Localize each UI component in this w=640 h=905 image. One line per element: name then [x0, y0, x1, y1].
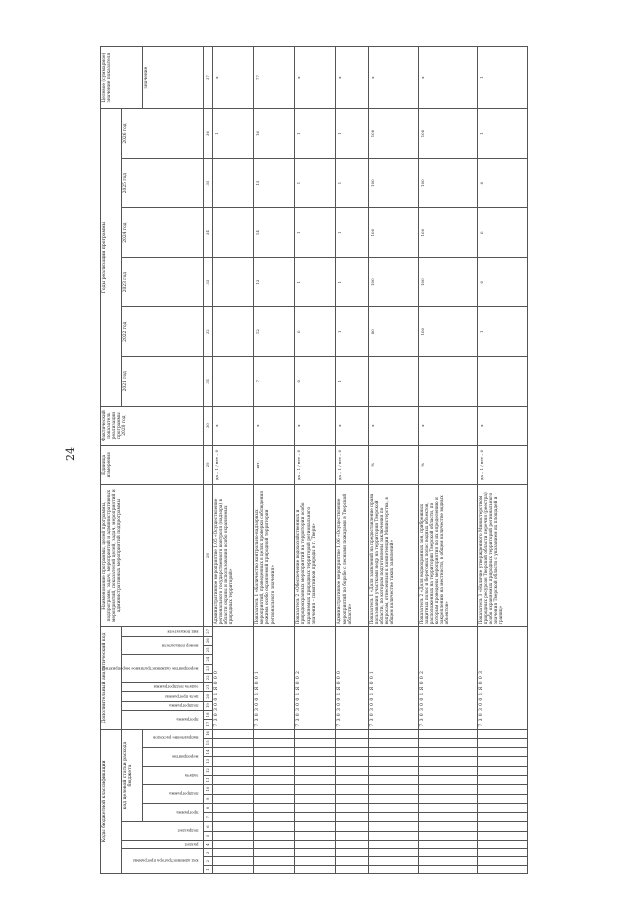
year-value-cell: 1: [336, 109, 368, 159]
budget-code-cell: [254, 831, 295, 840]
row-name-cell: Показатель 2 «Доля водоохранных зон, прибрежных защитных полос и береговых полос водных объектов, расположенных на территории Тверской области, по которым проведены мероприятия по их определению и закреплению на местности, в общем количестве водных объектов»: [418, 484, 477, 626]
target-value-cell: 77: [254, 47, 295, 109]
column-number: 9: [204, 794, 213, 803]
budget-code-cell: [295, 738, 336, 747]
year-2021-header: 2021 год: [122, 356, 204, 406]
budget-code-cell: [295, 748, 336, 757]
program-indicators-table: [100, 46, 528, 874]
year-value-cell: 100: [368, 109, 418, 159]
extra-program-header: программа: [122, 711, 204, 730]
year-value-cell: 1: [295, 208, 336, 258]
budget-code-cell: [254, 857, 295, 865]
column-number: 11: [204, 776, 213, 785]
budget-code-cell: [477, 776, 527, 785]
table-row: [477, 47, 527, 874]
year-value-cell: [213, 158, 254, 208]
extra-indicator-number-header: номер показателя: [122, 636, 204, 655]
year-value-cell: 1: [336, 307, 368, 357]
budget-code-cell: [254, 738, 295, 747]
budget-code-cell: [213, 785, 254, 794]
budget-code-cell: [295, 785, 336, 794]
budget-code-cell: [477, 729, 527, 738]
column-number: 24: [204, 655, 213, 664]
analytic-code-cell: 7 3 0 3 0 0 1 Я 0 0 2: [295, 627, 336, 729]
budget-code-cell: [336, 757, 368, 766]
budget-code-cell: [368, 738, 418, 747]
budget-code-cell: [418, 841, 477, 849]
row-name-cell: Показатель 1 «Количество контрольно-надзорных мероприятий, проведенных в целях проверки соблюдения режима особо охраняемой природной территории регионального значения»: [254, 484, 295, 626]
budget-code-cell: [368, 813, 418, 822]
budget-code-cell: [213, 831, 254, 840]
budget-code-cell: [336, 766, 368, 775]
year-value-cell: 100: [418, 208, 477, 258]
year-value-cell: 1: [477, 109, 527, 159]
subsection-header: подраздел: [122, 822, 204, 841]
year-value-cell: 1: [213, 109, 254, 159]
year-value-cell: 1: [295, 109, 336, 159]
csr-event-header: мероприятие: [143, 748, 204, 767]
row-name-cell: Показатель 3 «Наличие утвержденного Министерством природных ресурсов Тверской области перечня (реестра) особо охраняемых природных территорий регионального значения Тверской области с указанием их площадей и границ»: [477, 484, 527, 626]
unit-column-header: Единица измерения: [101, 445, 204, 484]
year-value-cell: [418, 356, 477, 406]
unit-cell: шт.: [254, 445, 295, 484]
table-row: [336, 47, 368, 874]
target-value-header: значение: [143, 47, 204, 109]
budget-code-cell: [254, 841, 295, 849]
unit-cell: да – 1 / нет – 0: [336, 445, 368, 484]
actual-cell: х: [213, 406, 254, 445]
budget-code-cell: [368, 841, 418, 849]
budget-code-cell: [336, 841, 368, 849]
budget-code-cell: [295, 831, 336, 840]
budget-code-cell: [295, 766, 336, 775]
budget-code-cell: [295, 865, 336, 873]
budget-code-cell: [336, 785, 368, 794]
column-number: 34: [204, 208, 213, 258]
budget-code-cell: [477, 813, 527, 822]
budget-code-cell: [254, 803, 295, 812]
budget-code-cell: [295, 822, 336, 831]
budget-code-cell: [336, 803, 368, 812]
extra-task-header: задача подпрограммы: [122, 683, 204, 692]
year-value-cell: 12: [254, 307, 295, 357]
budget-code-cell: [418, 776, 477, 785]
year-value-cell: 0: [477, 257, 527, 307]
budget-code-cell: [477, 831, 527, 840]
budget-code-cell: [295, 841, 336, 849]
years-group-header: Годы реализации программы: [101, 109, 122, 406]
actual-cell: х: [336, 406, 368, 445]
budget-code-cell: [368, 776, 418, 785]
column-number: 3: [204, 849, 213, 857]
year-value-cell: 16: [254, 109, 295, 159]
row-name-cell: Административное мероприятие 1.05 «Осуществление регионального государственного контроля (надзора) в области охраны и использования особо охраняемых природных территорий»: [213, 484, 254, 626]
actual-cell: х: [368, 406, 418, 445]
budget-code-cell: [368, 729, 418, 738]
unit-cell: да – 1 / нет – 0: [477, 445, 527, 484]
budget-code-cell: [295, 803, 336, 812]
table-row: [295, 47, 336, 874]
year-value-cell: 100: [418, 257, 477, 307]
name-column-header: Наименование программы, целей программы, подпрограмм, задач, мероприятий и административных мероприятий, показателей целей, задач, мероприятий и административных мероприятий подпрограммы: [101, 484, 204, 626]
budget-code-cell: [418, 766, 477, 775]
budget-code-cell: [368, 794, 418, 803]
year-value-cell: 1: [477, 307, 527, 357]
budget-code-cell: [254, 776, 295, 785]
column-number: 31: [204, 356, 213, 406]
year-value-cell: 1: [336, 158, 368, 208]
budget-code-cell: [477, 738, 527, 747]
budget-code-cell: [368, 803, 418, 812]
column-number: 17: [204, 720, 213, 729]
target-value-cell: х: [213, 47, 254, 109]
budget-code-cell: [368, 757, 418, 766]
table-body: [213, 47, 528, 874]
year-value-cell: [213, 307, 254, 357]
target-value-cell: 1: [477, 47, 527, 109]
year-value-cell: 1: [295, 158, 336, 208]
page-number: 24: [64, 447, 77, 461]
budget-code-cell: [368, 766, 418, 775]
budget-code-cell: [336, 776, 368, 785]
budget-code-cell: [213, 729, 254, 738]
column-number: 13: [204, 757, 213, 766]
year-value-cell: 14: [254, 208, 295, 258]
year-value-cell: 100: [418, 158, 477, 208]
budget-code-cell: [418, 794, 477, 803]
table-row: [368, 47, 418, 874]
budget-code-cell: [336, 831, 368, 840]
year-2022-header: 2022 год: [122, 307, 204, 357]
budget-code-cell: [418, 813, 477, 822]
column-number: 2: [204, 857, 213, 865]
year-2026-header: 2026 год: [122, 109, 204, 159]
budget-code-cell: [368, 785, 418, 794]
budget-code-cell: [295, 794, 336, 803]
year-2025-header: 2025 год: [122, 158, 204, 208]
year-value-cell: 100: [368, 208, 418, 258]
budget-code-cell: [477, 822, 527, 831]
year-value-cell: 80: [368, 307, 418, 357]
budget-code-cell: [213, 776, 254, 785]
analytic-code-cell: 7 3 0 3 0 0 1 Я 0 0 0: [213, 627, 254, 729]
column-numbers-row: [204, 47, 213, 874]
year-value-cell: 1: [336, 257, 368, 307]
budget-code-cell: [213, 841, 254, 849]
target-group-header: Целевое (суммарное) значение показателя: [101, 47, 143, 109]
column-number: 7: [204, 813, 213, 822]
budget-code-cell: [213, 865, 254, 873]
budget-code-cell: [295, 813, 336, 822]
year-value-cell: [213, 356, 254, 406]
budget-code-cell: [213, 849, 254, 857]
budget-code-cell: [418, 757, 477, 766]
budget-code-cell: [295, 849, 336, 857]
csr-program-header: программа: [143, 803, 204, 822]
target-value-cell: х: [295, 47, 336, 109]
column-number: 37: [204, 47, 213, 109]
unit-cell: %: [368, 445, 418, 484]
budget-code-cell: [477, 794, 527, 803]
budget-code-cell: [477, 766, 527, 775]
extra-goal-header: цель программы: [122, 692, 204, 701]
column-number: 15: [204, 738, 213, 747]
column-number: 18: [204, 711, 213, 720]
budget-code-cell: [213, 813, 254, 822]
column-number: 8: [204, 803, 213, 812]
section-header: раздел: [122, 841, 204, 849]
table-row: [418, 47, 477, 874]
budget-code-cell: [254, 813, 295, 822]
budget-code-cell: [254, 822, 295, 831]
row-name-cell: Показатель 1 «Доля заявлений на предоставление права пользования участками недр на территории Тверской области, по которым подготовлены заключения по вопросам, отнесенным к компетенции Министерства, в общем количестве таких заявлений»: [368, 484, 418, 626]
column-number: 5: [204, 831, 213, 840]
budget-code-cell: [477, 803, 527, 812]
budget-code-cell: [213, 857, 254, 865]
year-2024-header: 2024 год: [122, 208, 204, 258]
program-table-sheet: [100, 46, 528, 874]
year-value-cell: [368, 356, 418, 406]
unit-cell: да – 1 / нет – 0: [213, 445, 254, 484]
year-value-cell: [477, 356, 527, 406]
budget-code-cell: [254, 729, 295, 738]
budget-code-cell: [254, 865, 295, 873]
budget-code-cell: [477, 757, 527, 766]
budget-code-cell: [213, 803, 254, 812]
target-value-cell: х: [418, 47, 477, 109]
budget-code-cell: [336, 822, 368, 831]
budget-code-cell: [213, 748, 254, 757]
budget-code-cell: [254, 757, 295, 766]
budget-code-cell: [254, 748, 295, 757]
column-number: 16: [204, 729, 213, 738]
budget-code-cell: [295, 857, 336, 865]
analytic-code-cell: 7 3 0 3 0 0 1 Я 0 0 1: [368, 627, 418, 729]
actual-cell: х: [254, 406, 295, 445]
column-number: 22: [204, 673, 213, 682]
csr-group-header: код целевой статьи расхода бюджета: [122, 729, 143, 822]
budget-code-cell: [477, 748, 527, 757]
budget-code-cell: [213, 757, 254, 766]
budget-code-cell: [336, 748, 368, 757]
actual-column-header: Фактический показатель реализации программы 2020 год: [101, 406, 204, 445]
row-name-cell: Показатель 2 «Обеспечение водохозяйственных и природоохранных мероприятий на территории особо охраняемых природных территорий регионального значения – памятников природы в г. Твери»: [295, 484, 336, 626]
year-value-cell: [213, 257, 254, 307]
column-number: 14: [204, 748, 213, 757]
budget-code-cell: [336, 865, 368, 873]
column-number: 35: [204, 158, 213, 208]
extra-indicator-type-header: вид показателя: [122, 627, 204, 636]
budget-code-cell: [418, 822, 477, 831]
year-value-cell: 100: [368, 158, 418, 208]
budget-code-cell: [336, 738, 368, 747]
csr-task-header: задача: [143, 766, 204, 785]
year-value-cell: 0: [295, 356, 336, 406]
budget-code-cell: [254, 766, 295, 775]
budget-code-cell: [368, 822, 418, 831]
column-number: 21: [204, 683, 213, 692]
budget-code-cell: [336, 857, 368, 865]
year-value-cell: 100: [418, 109, 477, 159]
budget-code-cell: [254, 849, 295, 857]
analytic-code-cell: 7 3 0 3 0 0 1 Я 0 0 0: [336, 627, 368, 729]
year-value-cell: 1: [336, 208, 368, 258]
year-value-cell: 100: [418, 307, 477, 357]
column-number: 29: [204, 445, 213, 484]
column-number: 1: [204, 865, 213, 873]
unit-cell: да – 1 / нет – 0: [295, 445, 336, 484]
budget-code-cell: [368, 865, 418, 873]
year-value-cell: 0: [477, 158, 527, 208]
unit-cell: %: [418, 445, 477, 484]
budget-code-cell: [418, 748, 477, 757]
budget-code-cell: [213, 794, 254, 803]
actual-cell: х: [477, 406, 527, 445]
csr-direction-header: направление расходов: [143, 729, 204, 748]
year-value-cell: 7: [254, 356, 295, 406]
row-name-cell: Административное мероприятие 1.06 «Осуществление мероприятий по борьбе с лесными пожарами в Тверской области»: [336, 484, 368, 626]
analytic-code-cell: 7 3 0 3 0 0 1 Я 0 0 2: [418, 627, 477, 729]
budget-code-cell: [336, 813, 368, 822]
budget-code-cell: [295, 757, 336, 766]
target-value-cell: х: [336, 47, 368, 109]
budget-code-cell: [477, 849, 527, 857]
column-number: 32: [204, 307, 213, 357]
analytic-code-cell: 7 3 0 3 0 0 1 Я 0 0 3: [477, 627, 527, 729]
budget-code-cell: [336, 794, 368, 803]
budget-code-cell: [295, 776, 336, 785]
column-number: 4: [204, 841, 213, 849]
extra-event-header: мероприятие (административное мероприятие): [122, 655, 204, 683]
year-value-cell: 15: [254, 158, 295, 208]
admin-code-header: код администратора программы: [122, 849, 204, 874]
budget-code-cell: [213, 738, 254, 747]
csr-subprogram-header: подпрограмма: [143, 785, 204, 804]
budget-code-cell: [477, 785, 527, 794]
budget-code-cell: [477, 841, 527, 849]
budget-code-cell: [368, 857, 418, 865]
column-number: 12: [204, 766, 213, 775]
budget-code-cell: [254, 794, 295, 803]
budget-code-cell: [418, 831, 477, 840]
actual-cell: х: [295, 406, 336, 445]
column-number: 30: [204, 406, 213, 445]
column-number: 26: [204, 636, 213, 645]
budget-code-cell: [477, 865, 527, 873]
analytic-code-cell: 7 3 0 3 0 0 1 Я 0 0 1: [254, 627, 295, 729]
column-number: 36: [204, 109, 213, 159]
column-number: 25: [204, 646, 213, 655]
budget-code-cell: [368, 748, 418, 757]
budget-code-cell: [418, 857, 477, 865]
budget-code-cell: [254, 785, 295, 794]
year-value-cell: 100: [368, 257, 418, 307]
column-number: 23: [204, 664, 213, 673]
year-value-cell: 1: [336, 356, 368, 406]
budget-code-cell: [477, 857, 527, 865]
year-value-cell: 13: [254, 257, 295, 307]
table-row: [254, 47, 295, 874]
budget-code-cell: [295, 729, 336, 738]
budget-code-cell: [213, 766, 254, 775]
budget-code-cell: [213, 822, 254, 831]
budget-code-cell: [418, 729, 477, 738]
extra-code-header: Дополнительный аналитический код: [101, 627, 122, 729]
budget-classification-header: Коды бюджетной классификации: [101, 729, 122, 873]
column-number: 27: [204, 627, 213, 636]
column-number: 33: [204, 257, 213, 307]
target-value-cell: х: [368, 47, 418, 109]
column-number: 28: [204, 484, 213, 626]
budget-code-cell: [368, 849, 418, 857]
budget-code-cell: [336, 849, 368, 857]
extra-subprogram-header: подпрограмма: [122, 701, 204, 710]
budget-code-cell: [418, 849, 477, 857]
column-number: 10: [204, 785, 213, 794]
table-row: [213, 47, 254, 874]
budget-code-cell: [418, 738, 477, 747]
year-value-cell: [213, 208, 254, 258]
column-number: 19: [204, 701, 213, 710]
year-value-cell: 1: [295, 257, 336, 307]
actual-cell: х: [418, 406, 477, 445]
budget-code-cell: [368, 831, 418, 840]
budget-code-cell: [418, 865, 477, 873]
budget-code-cell: [336, 729, 368, 738]
column-number: 6: [204, 822, 213, 831]
year-value-cell: 0: [295, 307, 336, 357]
year-2023-header: 2023 год: [122, 257, 204, 307]
year-value-cell: 0: [477, 208, 527, 258]
column-number: 20: [204, 692, 213, 701]
budget-code-cell: [418, 803, 477, 812]
budget-code-cell: [418, 785, 477, 794]
